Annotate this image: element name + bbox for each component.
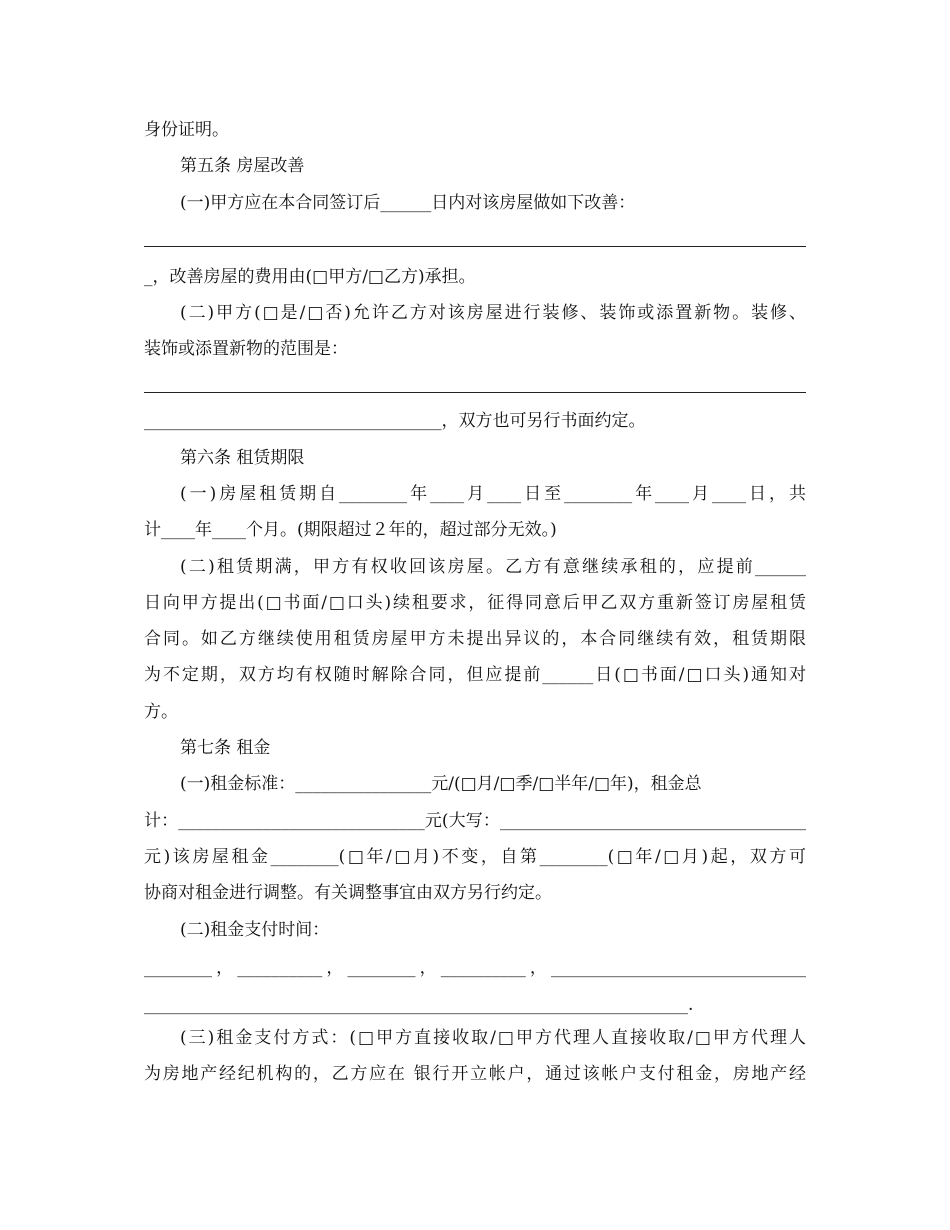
text-line: 协商对租金进行调整。有关调整事宜由双方另行约定。 <box>144 883 552 903</box>
text-line: (一)甲方应在本合同签订后______日内对该房屋做如下改善： <box>180 193 636 213</box>
fill-in-rule <box>144 246 806 247</box>
section-heading: 第五条 房屋改善 <box>180 156 305 176</box>
text-line: (二)甲方(□是/□否)允许乙方对该房屋进行装修、装饰或添置新物。装修、 <box>180 303 806 323</box>
text-line: 身份证明。 <box>144 120 229 140</box>
section-heading: 第七条 租金 <box>180 738 271 758</box>
text-line: (一)租金标准：________________元/(□月/□季/□半年/□年)，租金总 <box>180 774 702 794</box>
text-line: ________，__________，________，__________，______________________________ <box>144 958 806 978</box>
text-line: 元)该房屋租金________(□年/□月)不变，自第________(□年/□月)起，双方可 <box>144 847 806 867</box>
text-line: _，改善房屋的费用由(□甲方/□乙方)承担。 <box>144 267 476 287</box>
text-line: (三)租金支付方式：(□甲方直接收取/□甲方代理人直接收取/□甲方代理人 <box>180 1028 806 1048</box>
text-line: (二)租赁期满，甲方有权收回该房屋。乙方有意继续承租的，应提前______ <box>180 557 806 577</box>
text-line: ________________________________________________________________. <box>144 995 694 1015</box>
text-line: 为不定期，双方均有权随时解除合同，但应提前______日(□书面/□口头)通知对 <box>144 665 806 685</box>
text-line: ___________________________________，双方也可另行书面约定。 <box>144 411 646 431</box>
fill-in-rule <box>144 392 806 393</box>
text-line: 计：_____________________________元(大写：____________________________________ <box>144 811 806 831</box>
text-line: 装饰或添置新物的范围是： <box>144 339 348 359</box>
text-line: 合同。如乙方继续使用租赁房屋甲方未提出异议的，本合同继续有效，租赁期限 <box>144 629 806 649</box>
text-line: 为房地产经纪机构的，乙方应在 银行开立帐户，通过该帐户支付租金，房地产经 <box>144 1064 806 1084</box>
text-line: (二)租金支付时间： <box>180 920 330 940</box>
text-line: 日向甲方提出(□书面/□口头)续租要求，征得同意后甲乙双方重新签订房屋租赁 <box>144 593 806 613</box>
text-line: 方。 <box>144 702 178 722</box>
section-heading: 第六条 租赁期限 <box>180 448 305 468</box>
text-line: (一)房屋租赁期自________年____月____日至________年____月____日，共 <box>180 484 806 504</box>
text-line: 计____年____个月。(期限超过２年的，超过部分无效。) <box>144 520 557 540</box>
